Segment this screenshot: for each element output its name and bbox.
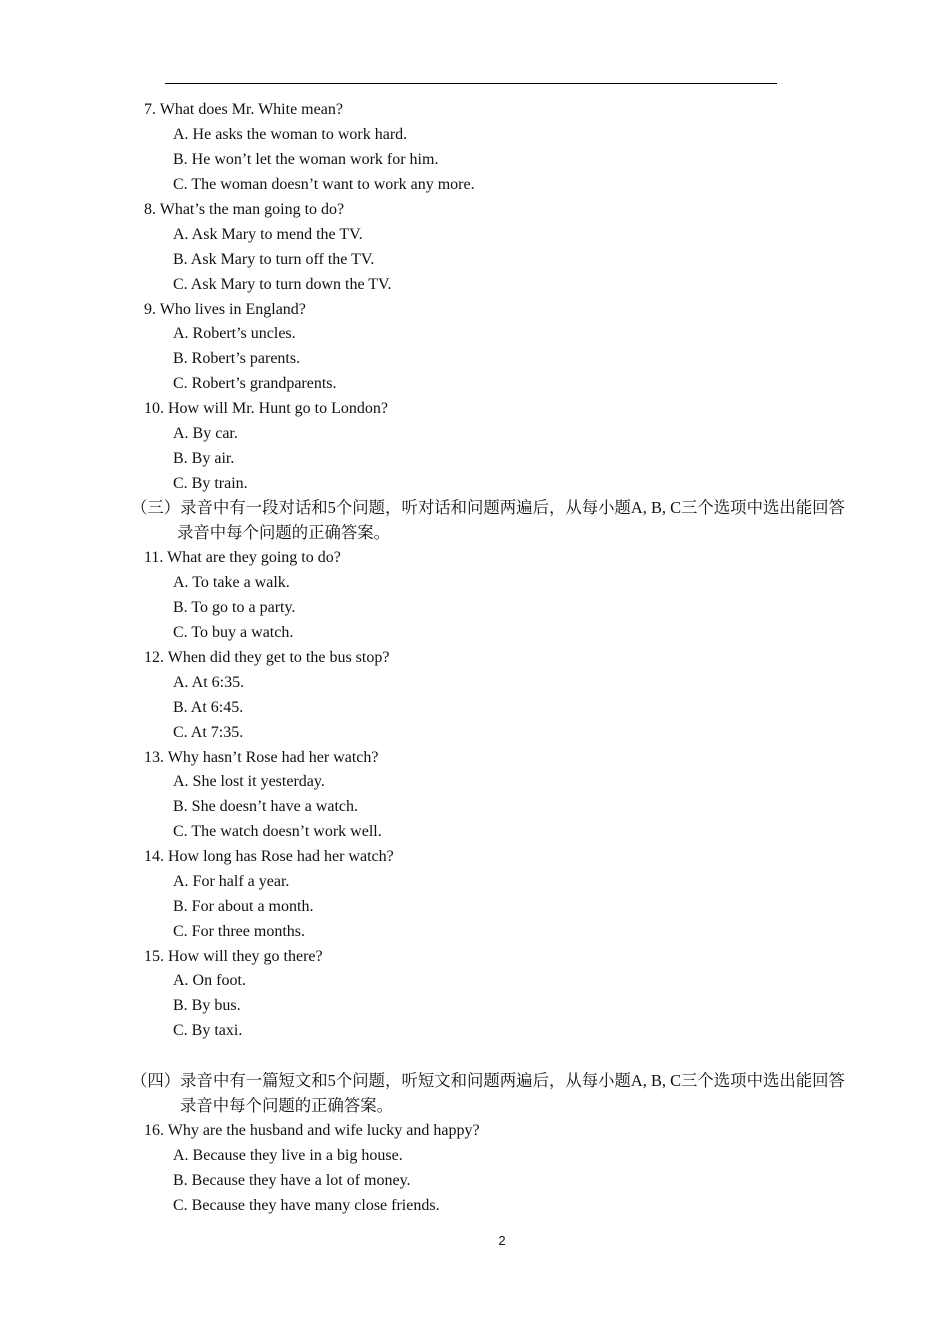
option-10c: C. By train.: [173, 475, 248, 492]
question-11: 11. What are they going to do?: [144, 549, 341, 566]
option-14c: C. For three months.: [173, 923, 305, 940]
option-15c: C. By taxi.: [173, 1022, 243, 1039]
option-16a: A. Because they live in a big house.: [173, 1147, 403, 1164]
option-8b: B. Ask Mary to turn off the TV.: [173, 251, 375, 268]
question-7: 7. What does Mr. White mean?: [144, 101, 343, 118]
option-14b: B. For about a month.: [173, 898, 314, 915]
option-9c: C. Robert’s grandparents.: [173, 375, 337, 392]
section-4-instruction-cont: 录音中每个问题的正确答案。: [180, 1096, 394, 1115]
option-11c: C. To buy a watch.: [173, 624, 294, 641]
option-15b: B. By bus.: [173, 997, 241, 1014]
question-13: 13. Why hasn’t Rose had her watch?: [144, 749, 379, 766]
question-16: 16. Why are the husband and wife lucky and happy?: [144, 1122, 480, 1139]
header-rule: [165, 83, 777, 84]
question-8: 8. What’s the man going to do?: [144, 201, 345, 218]
option-11a: A. To take a walk.: [173, 574, 290, 591]
option-10a: A. By car.: [173, 425, 238, 442]
option-11b: B. To go to a party.: [173, 599, 296, 616]
question-9: 9. Who lives in England?: [144, 301, 306, 318]
option-7a: A. He asks the woman to work hard.: [173, 126, 408, 143]
option-12a: A. At 6:35.: [173, 674, 245, 691]
question-14: 14. How long has Rose had her watch?: [144, 848, 394, 865]
option-14a: A. For half a year.: [173, 873, 290, 890]
option-12b: B. At 6:45.: [173, 699, 244, 716]
section-4-instruction: （四）录音中有一篇短文和5个问题，听短文和问题两遍后，从每小题A, B, C三个选项中选出能回答: [131, 1071, 845, 1090]
question-10: 10. How will Mr. Hunt go to London?: [144, 400, 388, 417]
option-16c: C. Because they have many close friends.: [173, 1197, 440, 1214]
question-15: 15. How will they go there?: [144, 948, 323, 965]
option-12c: C. At 7:35.: [173, 724, 244, 741]
option-16b: B. Because they have a lot of money.: [173, 1172, 411, 1189]
page-number: 2: [498, 1233, 506, 1248]
question-12: 12. When did they get to the bus stop?: [144, 649, 390, 666]
option-13a: A. She lost it yesterday.: [173, 773, 325, 790]
option-10b: B. By air.: [173, 450, 235, 467]
option-7b: B. He won’t let the woman work for him.: [173, 151, 439, 168]
option-8c: C. Ask Mary to turn down the TV.: [173, 276, 392, 293]
section-3-instruction: （三）录音中有一段对话和5个问题，听对话和问题两遍后，从每小题A, B, C三个选项中选出能回答: [131, 498, 845, 517]
option-7c: C. The woman doesn’t want to work any more.: [173, 176, 475, 193]
option-8a: A. Ask Mary to mend the TV.: [173, 226, 363, 243]
option-13c: C. The watch doesn’t work well.: [173, 823, 382, 840]
option-15a: A. On foot.: [173, 972, 246, 989]
section-3-instruction-cont: 录音中每个问题的正确答案。: [177, 523, 391, 542]
option-13b: B. She doesn’t have a watch.: [173, 798, 358, 815]
option-9b: B. Robert’s parents.: [173, 350, 301, 367]
option-9a: A. Robert’s uncles.: [173, 325, 296, 342]
